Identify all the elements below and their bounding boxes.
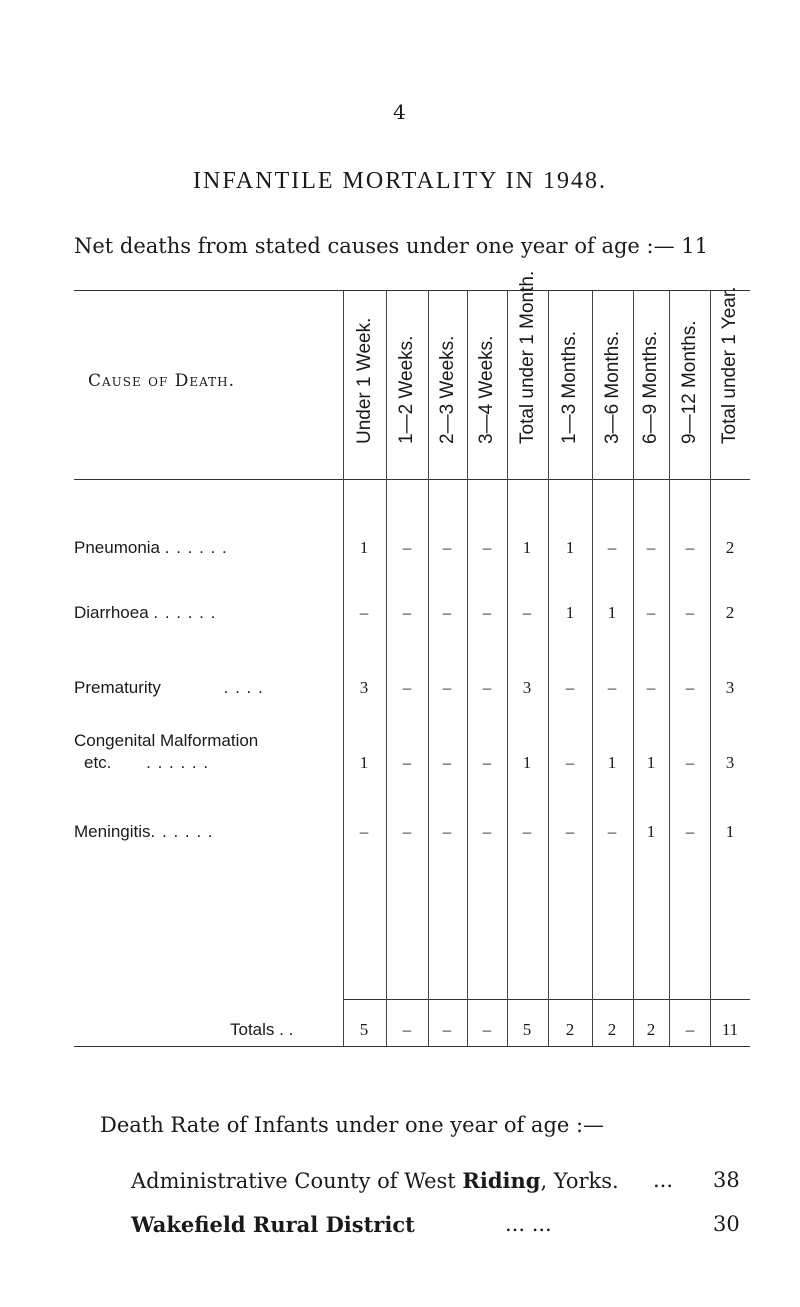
table-cell: 1 [725,822,735,841]
table-cell: – [565,753,575,772]
table-cell: – [482,538,492,557]
column-header: 1—3 Months. [559,331,580,444]
table-cell: – [359,603,369,622]
table-cell: – [646,678,656,697]
column-header: 3—6 Months. [601,331,623,444]
rate-value-wakefield: 30 [713,1212,740,1236]
totals-rule [343,999,750,1000]
table-cell: 1 [522,538,532,557]
table-cell: – [607,678,617,697]
row-label-pneumonia: Pneumonia . . . . . . [74,538,228,557]
table-cell: – [522,822,532,841]
table-cell: – [685,678,695,697]
table-cell: – [646,538,656,557]
column-header: 9—12 Months. [678,320,700,444]
subtitle: Net deaths from stated causes under one year of age :— 11 [74,234,709,258]
page-number: 4 [393,100,406,124]
totals-cell: – [482,1020,492,1039]
page-title: INFANTILE MORTALITY IN 1948. [193,168,607,194]
table-cell: 1 [565,603,575,622]
table-cell: – [402,603,412,622]
totals-cell: 5 [359,1020,369,1039]
totals-cell: – [442,1020,452,1039]
table-cell: 1 [607,603,617,622]
table-top-rule [74,290,750,291]
table-cell: – [685,822,695,841]
column-header: Total under 1 Year. [719,286,740,444]
table-cell: 2 [725,538,735,557]
totals-cell: – [402,1020,412,1039]
table-cell: 2 [725,603,735,622]
rate-line-west-riding: Administrative County of West Riding, Yorks. [131,1168,619,1193]
table-cell: – [482,822,492,841]
table-cell: – [522,603,532,622]
column-header: Total under 1 Month. [516,270,538,444]
table-cell: – [646,603,656,622]
totals-cell: 5 [522,1020,532,1039]
header-bottom-rule [74,479,750,480]
dot-leader: ... [653,1168,674,1192]
table-cell: – [359,822,369,841]
table-cell: – [402,753,412,772]
row-label-diarrhoea: Diarrhoea . . . . . . [74,603,217,622]
column-header: 3—4 Weeks. [476,335,497,444]
row-label-congenital-malformation-etc: etc. . . . . . . [84,753,210,772]
table-cell: – [442,678,452,697]
table-cell: – [442,753,452,772]
table-cell: – [442,538,452,557]
dot-leader: ... ... [505,1212,552,1236]
table-bottom-rule [74,1046,750,1047]
totals-cell: 2 [565,1020,575,1039]
table-cell: – [402,678,412,697]
table-cell: – [607,822,617,841]
table-cell: 1 [607,753,617,772]
table-cell: – [482,753,492,772]
table-cell: – [482,678,492,697]
table-cell: 1 [359,753,369,772]
table-cell: – [402,538,412,557]
row-label-prematurity: Prematurity . . . . [74,678,264,697]
column-header: 2—3 Weeks. [436,335,458,444]
death-rate-heading: Death Rate of Infants under one year of age :— [100,1113,605,1137]
table-cell: – [685,753,695,772]
totals-cell: 2 [646,1020,656,1039]
table-cell: 3 [725,753,735,772]
totals-label: Totals . . [230,1020,294,1039]
table-cell: 3 [725,678,735,697]
cause-of-death-header: Cause of Death. [88,371,236,391]
table-cell: 3 [359,678,369,697]
table-cell: – [565,822,575,841]
table-cell: – [565,678,575,697]
table-cell: 1 [565,538,575,557]
table-cell: – [685,538,695,557]
table-cell: – [402,822,412,841]
table-cell: 1 [646,822,656,841]
row-label-congenital-malformation: Congenital Malformation [74,731,259,750]
table-cell: – [482,603,492,622]
table-cell: 1 [646,753,656,772]
column-header: 6—9 Months. [640,331,661,444]
table-cell: 1 [359,538,369,557]
totals-cell: – [685,1020,695,1039]
column-header: Under 1 Week. [353,317,375,444]
totals-cell: 11 [721,1020,739,1039]
table-cell: – [685,603,695,622]
rate-line-wakefield: Wakefield Rural District [131,1212,415,1237]
row-label-meningitis: Meningitis. . . . . . [74,822,214,841]
rate-value-west-riding: 38 [713,1168,740,1192]
table-cell: 1 [522,753,532,772]
table-cell: – [607,538,617,557]
totals-cell: 2 [607,1020,617,1039]
table-cell: 3 [522,678,532,697]
table-cell: – [442,822,452,841]
column-header: 1—2 Weeks. [396,335,417,444]
table-cell: – [442,603,452,622]
